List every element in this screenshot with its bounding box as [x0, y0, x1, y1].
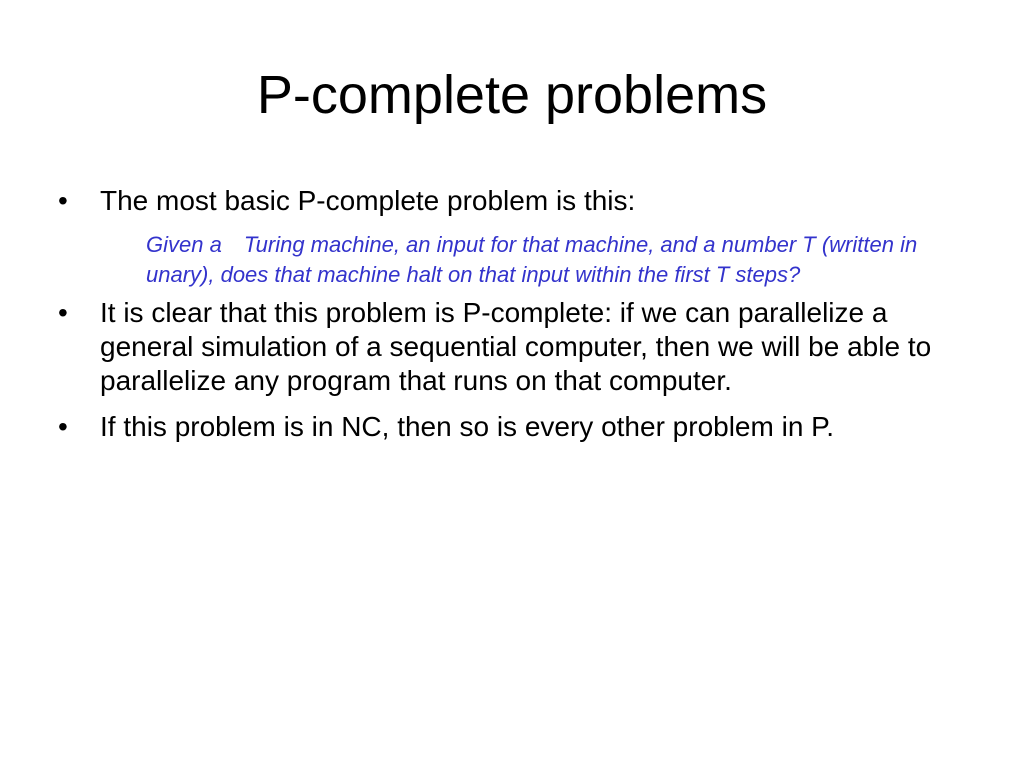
- problem-definition: [146, 230, 970, 290]
- slide-content: [58, 184, 978, 456]
- bullet-point-icon: •: [58, 297, 68, 328]
- bullet-point-icon: •: [58, 185, 68, 216]
- problem-definition-part-1: Given a: [146, 232, 222, 257]
- bullet-text-3: If this problem is in NC, then so is every other problem in P.: [100, 411, 835, 442]
- bullet-item-2: [58, 296, 978, 398]
- bullet-point-icon: •: [58, 411, 68, 442]
- problem-definition-part-2: Turing machine, an input for that machine, and a number T (written in unary), does that machine halt on that input within the first T steps?: [146, 232, 918, 287]
- bullet-item-1: [58, 184, 978, 218]
- bullet-item-3: [58, 410, 978, 444]
- bullet-text-2: It is clear that this problem is P-complete: if we can parallelize a general simulation of a sequential computer, then we will be able to parallelize any program that runs on that computer.: [100, 297, 932, 396]
- slide-title: P-complete problems: [256, 65, 768, 125]
- bullet-text-1: The most basic P-complete problem is this:: [100, 185, 636, 216]
